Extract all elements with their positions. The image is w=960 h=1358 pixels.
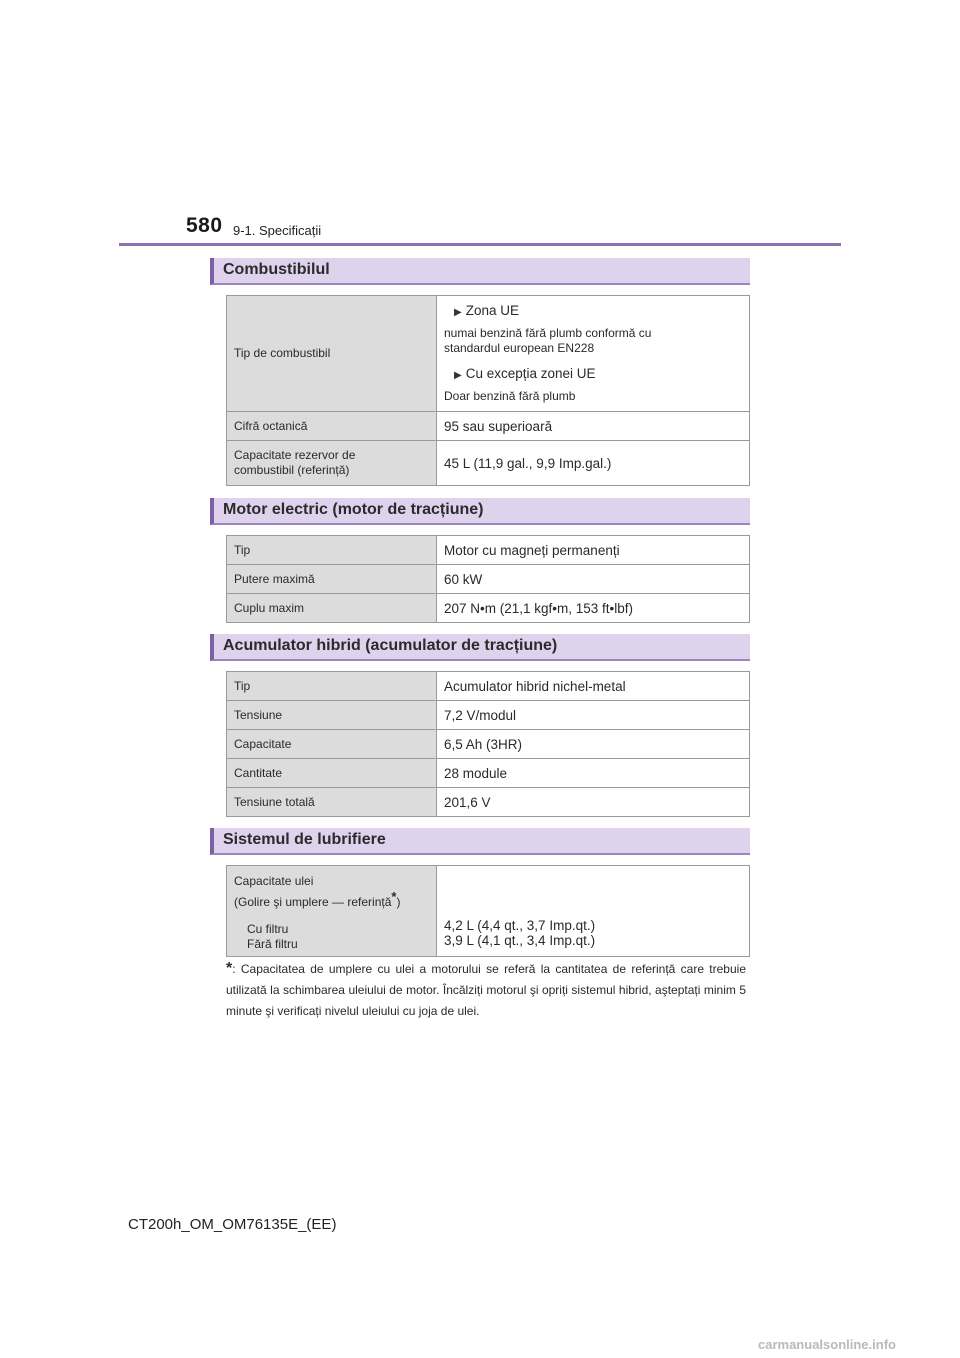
battery-type-label: Tip — [227, 672, 437, 701]
voltage-value: 7,2 V/modul — [437, 701, 750, 730]
without-filter-value: 3,9 L (4,1 qt., 3,4 Imp.qt.) — [444, 933, 596, 948]
table-row — [227, 594, 750, 623]
capacity-value: 6,5 Ah (3HR) — [437, 730, 750, 759]
fuel-eu-text: numai benzină fără plumb conformă cu standardul european EN228 — [444, 326, 652, 355]
octane-label: Cifră octanică — [227, 412, 437, 441]
table-row — [227, 296, 750, 412]
section-header-motor — [210, 498, 750, 525]
fuel-table — [226, 295, 750, 486]
arrow-bullet-icon: ▶ — [454, 307, 462, 318]
section-header-battery — [210, 634, 750, 661]
battery-table — [226, 671, 750, 817]
oil-capacity-title — [234, 874, 429, 910]
footnote-asterisk: * — [226, 960, 233, 977]
table-row — [227, 866, 750, 957]
max-power-label: Putere maximă — [227, 565, 437, 594]
total-voltage-label: Tensiune totală — [227, 788, 437, 817]
oil-capacity-values — [437, 866, 750, 957]
table-row — [227, 759, 750, 788]
section-header-fuel — [210, 258, 750, 285]
footnote — [226, 958, 746, 1022]
without-filter-label: Fără filtru — [247, 937, 298, 951]
voltage-label: Tensiune — [227, 701, 437, 730]
capacity-label: Capacitate — [227, 730, 437, 759]
motor-type-label: Tip — [227, 536, 437, 565]
motor-table — [226, 535, 750, 623]
oil-capacity-title-text: Capacitate ulei (Golire şi umplere — referință — [234, 874, 392, 909]
section-title-battery: Acumulator hibrid (acumulator de tracțiune) — [223, 637, 558, 654]
table-row — [227, 788, 750, 817]
table-row — [227, 672, 750, 701]
max-torque-label: Cuplu maxim — [227, 594, 437, 623]
quantity-label: Cantitate — [227, 759, 437, 788]
document-code: CT200h_OM_OM76135E_(EE) — [128, 1216, 337, 1233]
footnote-text: : Capacitatea de umplere cu ulei a motorului se referă la cantitatea de referință care trebuie utilizată la schimbarea uleiului de motor. Încălziți motorul şi opriți sistemul hibrid, aşteptați minim 5 minute şi verificați nivelul uleiului cu joja de ulei. — [226, 962, 746, 1018]
arrow-bullet-icon: ▶ — [454, 370, 462, 381]
motor-type-value: Motor cu magneți permanenți — [437, 536, 750, 565]
total-voltage-value: 201,6 V — [437, 788, 750, 817]
fuel-type-label: Tip de combustibil — [227, 296, 437, 412]
max-power-value: 60 kW — [437, 565, 750, 594]
with-filter-value: 4,2 L (4,4 qt., 3,7 Imp.qt.) — [444, 918, 596, 933]
tank-capacity-label: Capacitate rezervor de combustibil (referință) — [227, 441, 437, 486]
table-row — [227, 565, 750, 594]
table-row — [227, 701, 750, 730]
section-label: 9-1. Specificații — [233, 223, 322, 238]
quantity-value: 28 module — [437, 759, 750, 788]
octane-value: 95 sau superioară — [437, 412, 750, 441]
table-row — [227, 441, 750, 486]
fuel-type-value — [437, 296, 750, 412]
watermark: carmanualsonline.info — [758, 1337, 896, 1352]
table-row — [227, 730, 750, 759]
fuel-non-eu-text: Doar benzină fără plumb — [444, 389, 576, 403]
header-rule — [119, 243, 841, 246]
lubrication-table — [226, 865, 750, 957]
with-filter-label: Cu filtru — [247, 922, 289, 936]
tank-capacity-value: 45 L (11,9 gal., 9,9 Imp.gal.) — [437, 441, 750, 486]
table-row — [227, 412, 750, 441]
oil-capacity-label — [227, 866, 437, 957]
battery-type-value: Acumulator hibrid nichel-metal — [437, 672, 750, 701]
section-title-fuel: Combustibilul — [223, 261, 330, 278]
section-title-lubrication: Sistemul de lubrifiere — [223, 831, 386, 848]
oil-capacity-title-end: ) — [396, 895, 401, 909]
section-title-motor: Motor electric (motor de tracțiune) — [223, 501, 484, 518]
max-torque-value: 207 N•m (21,1 kgf•m, 153 ft•lbf) — [437, 594, 750, 623]
list-item: ▶ Cu excepția zonei UE — [454, 366, 596, 381]
section-header-lubrication — [210, 828, 750, 855]
footnote-mark: * — [391, 889, 397, 904]
list-item: ▶ Zona UE — [454, 303, 519, 318]
table-row — [227, 536, 750, 565]
page-number: 580 — [186, 214, 223, 237]
